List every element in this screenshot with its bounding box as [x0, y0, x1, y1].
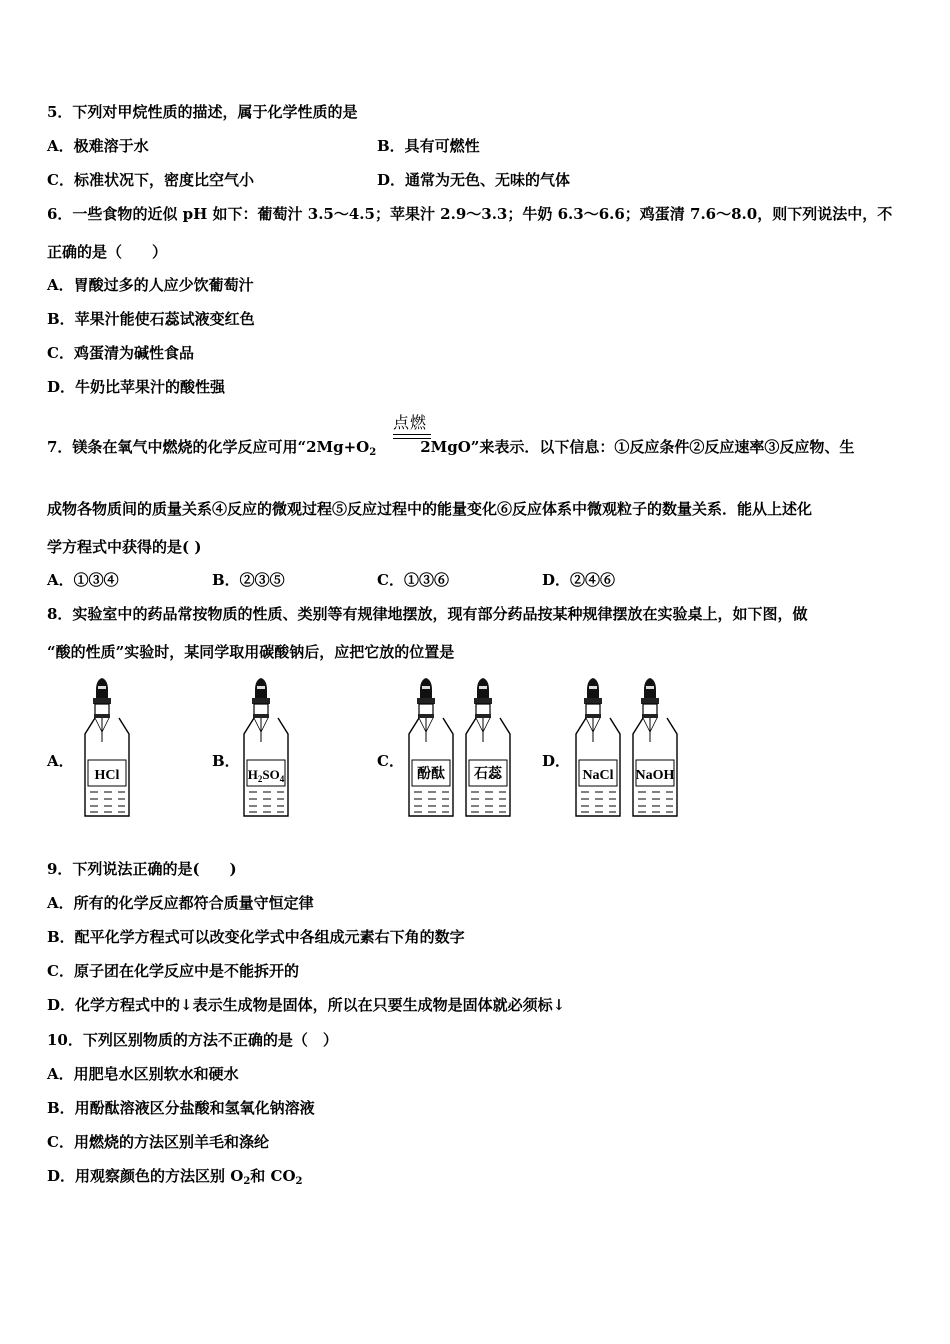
bottle-label-litmus: 石蕊: [474, 767, 502, 782]
q9-option-c: C．原子团在化学反应中是不能拆开的: [47, 962, 299, 980]
bottle-label-hcl: HCl: [94, 768, 120, 783]
equals-sign-top: [393, 434, 431, 435]
q10-option-a: A．用肥皂水区别软水和硬水: [47, 1065, 239, 1083]
q6-option-a: A．胃酸过多的人应少饮葡萄汁: [47, 276, 254, 294]
q7-option-b: B．②③⑤: [212, 571, 285, 589]
q9-option-a: A．所有的化学反应都符合质量守恒定律: [47, 894, 314, 912]
bottle-label-phenolphthalein: 酚酞: [417, 767, 445, 782]
q6-option-c: C．鸡蛋清为碱性食品: [47, 344, 194, 362]
q8-figure-bottles: [0, 676, 950, 826]
q8-stem-line2: “酸的性质”实验时，某同学取用碳酸钠后，应把它放的位置是: [47, 643, 455, 661]
q7-stem-line3: 学方程式中获得的是( ): [47, 538, 202, 556]
q5-option-d: D．通常为无色、无味的气体: [377, 171, 571, 189]
bottle-label-naoh: NaOH: [635, 768, 675, 783]
bottle-litmus: [466, 678, 510, 816]
q5-option-b: B．具有可燃性: [377, 137, 480, 155]
bottle-nacl: [576, 678, 620, 816]
q5-option-c: C．标准状况下，密度比空气小: [47, 171, 254, 189]
q8-stem-line1: 8．实验室中的药品常按物质的性质、类别等有规律地摆放，现有部分药品按某种规律摆放在实验桌上，如下图，做: [47, 605, 808, 623]
bottle-label-h2so4: $H_2SO_4$: [247, 767, 285, 784]
q6-stem-line2: 正确的是（ ）: [47, 243, 168, 261]
q6-stem-line1: 6．一些食物的近似 pH 如下：葡萄汁 3.5～4.5；苹果汁 2.9～3.3；牛奶 6.3～6.6；鸡蛋清 7.6～8.0，则下列说法中，不: [47, 205, 893, 223]
bottle-label-nacl: NaCl: [582, 768, 614, 783]
bottle-h2so4: [244, 678, 288, 816]
q10-option-d: D．用观察颜色的方法区别 $O_2$和 $CO_2$: [47, 1167, 303, 1187]
q7-option-a: A．①③④: [47, 571, 119, 589]
q8-option-a-letter: A．: [47, 752, 74, 770]
q5-stem: 5．下列对甲烷性质的描述，属于化学性质的是: [47, 103, 358, 121]
q7-option-d: D．②④⑥: [542, 571, 616, 589]
q9-option-b: B．配平化学方程式可以改变化学式中各组成元素右下角的数字: [47, 928, 465, 946]
q8-option-c-letter: C．: [377, 752, 404, 770]
q7-option-c: C．①③⑥: [377, 571, 449, 589]
bottle-phenolphthalein: [409, 678, 453, 816]
q10-stem: 10．下列区别物质的方法不正确的是（ ）: [47, 1031, 338, 1049]
q7-stem-line1: 7．镁条在氧气中燃烧的化学反应可用“$2Mg+O_2$ 2MgO”来表示．以下信息：①反应条件②反应速率③反应物、生: [47, 438, 855, 458]
reaction-condition: 点燃: [393, 413, 428, 432]
q8-option-d-letter: D．: [542, 752, 571, 770]
q10-option-c: C．用燃烧的方法区别羊毛和涤纶: [47, 1133, 269, 1151]
q6-option-b: B．苹果汁能使石蕊试液变红色: [47, 310, 255, 328]
q9-stem: 9．下列说法正确的是( ): [47, 860, 237, 878]
q5-option-a: A．极难溶于水: [47, 137, 149, 155]
q9-option-d: D．化学方程式中的↓表示生成物是固体，所以在只要生成物是固体就必须标↓: [47, 996, 566, 1014]
bottle-naoh: [633, 678, 677, 816]
bottle-hcl: [85, 678, 129, 816]
q7-stem-line2: 成物各物质间的质量关系④反应的微观过程⑤反应过程中的能量变化⑥反应体系中微观粒子的数量关系．能从上述化: [47, 500, 813, 518]
q10-option-b: B．用酚酞溶液区分盐酸和氢氧化钠溶液: [47, 1099, 315, 1117]
q6-option-d: D．牛奶比苹果汁的酸性强: [47, 378, 226, 396]
q8-option-b-letter: B．: [212, 752, 240, 770]
